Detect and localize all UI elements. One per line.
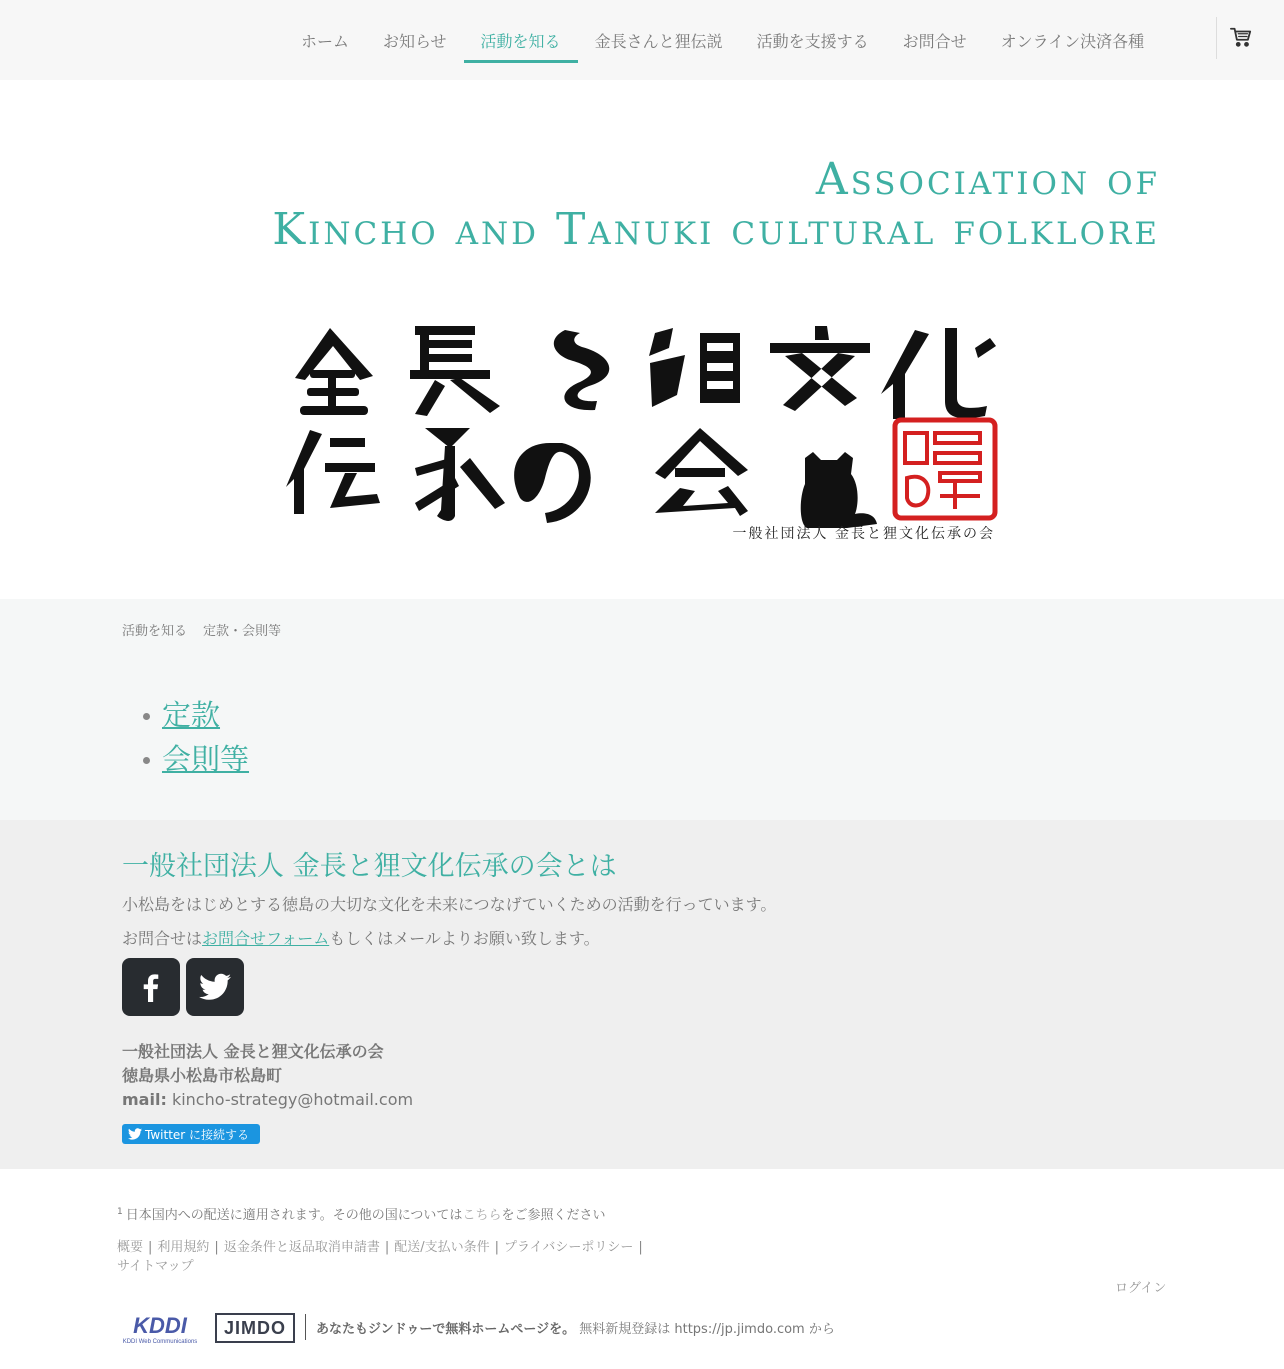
- mail-address[interactable]: kincho-strategy@hotmail.com: [171, 1090, 414, 1109]
- promo-bold: あなたもジンドゥーで無料ホームページを。: [316, 1322, 576, 1337]
- contact-form-link[interactable]: お問合せフォーム: [202, 929, 330, 948]
- nav-item-news[interactable]: お知らせ: [383, 31, 447, 51]
- nav-item-activities[interactable]: 活動を知る: [464, 0, 578, 80]
- kddi-logo-text: KDDI: [133, 1313, 187, 1338]
- facebook-button[interactable]: [122, 958, 180, 1016]
- contact-text-before: お問合せは: [122, 929, 203, 948]
- footer-link-privacy[interactable]: プライバシーポリシー: [504, 1240, 634, 1255]
- site-title-line1: Association of: [815, 154, 1160, 205]
- red-seal: [895, 420, 995, 518]
- nav-item-contact[interactable]: お問合せ: [902, 31, 967, 51]
- org-name: 一般社団法人 金長と狸文化伝承の会: [122, 1042, 384, 1061]
- twitter-connect-button[interactable]: [122, 1124, 260, 1144]
- mail-label: mail:: [122, 1090, 167, 1109]
- cart-icon[interactable]: [1230, 26, 1254, 50]
- facebook-icon: [138, 972, 164, 1002]
- calligraphy-row2: [286, 428, 748, 523]
- tanuki-silhouette: [801, 452, 877, 528]
- list-item: [140, 739, 249, 783]
- note-text: 日本国内への配送に適用されます。その他の国については: [125, 1208, 463, 1223]
- nav-menu: [284, 0, 1161, 80]
- footnote-marker: 1: [117, 1206, 123, 1217]
- note-text-after: をご参照ください: [501, 1208, 606, 1223]
- info-contact-text: [122, 926, 600, 949]
- breadcrumb-item[interactable]: 活動を知る: [122, 624, 188, 639]
- doc-link-bylaws[interactable]: 会則等: [162, 742, 250, 776]
- address-block: [122, 1040, 413, 1112]
- site-title-line2: Kincho and Tanuki cultural folklore: [272, 204, 1160, 255]
- breadcrumb: [122, 620, 281, 639]
- nav-item-payment[interactable]: オンライン決済各種: [1000, 31, 1145, 51]
- content-section: [0, 599, 1284, 820]
- twitter-icon: [128, 1128, 142, 1140]
- jimdo-logo[interactable]: JIMDO: [215, 1313, 295, 1343]
- document-list: [140, 695, 249, 783]
- info-description: 小松島をはじめとする徳島の大切な文化を未来につなげていくための活動を行っています。: [122, 895, 777, 914]
- twitter-connect-label: Twitter に接続する: [145, 1127, 250, 1142]
- nav-item-home[interactable]: ホーム: [301, 31, 350, 51]
- jimdo-promo[interactable]: [316, 1318, 835, 1337]
- promo-text: 無料新規登録は https://jp.jimdo.com から: [575, 1322, 835, 1337]
- doc-link-articles[interactable]: 定款: [162, 698, 221, 732]
- footer-link-refund[interactable]: 返金条件と返品取消申請書: [223, 1240, 380, 1255]
- twitter-button[interactable]: [186, 958, 244, 1016]
- footer-link-terms[interactable]: 利用規約: [157, 1240, 210, 1255]
- info-section: [0, 820, 1284, 1169]
- twitter-icon: [199, 973, 231, 1001]
- breadcrumb-item[interactable]: 定款・会則等: [203, 624, 282, 639]
- footer-link-sitemap[interactable]: サイトマップ: [117, 1259, 194, 1274]
- list-item: [140, 695, 249, 739]
- logo-caption: 一般社団法人 金長と狸文化伝承の会: [732, 526, 995, 542]
- kddi-logo-subtext: KDDI Web Communications: [122, 1339, 198, 1345]
- association-logo: [285, 318, 1000, 548]
- nav-item-legend[interactable]: 金長さんと狸伝説: [594, 31, 723, 51]
- contact-text-after: もしくはメールよりお願い致します。: [329, 929, 600, 948]
- footer-links: 概要 | 利用規約 | 返金条件と返品取消申請書 | 配送/支払い条件 | プライバシーポリシー | サイトマップ: [117, 1240, 643, 1274]
- org-address: 徳島県小松島市松島町: [122, 1066, 283, 1085]
- footer-link-about[interactable]: 概要: [117, 1240, 144, 1255]
- nav-item-support[interactable]: 活動を支援する: [756, 31, 869, 51]
- site-title[interactable]: [272, 155, 1160, 255]
- nav-divider: [1216, 17, 1217, 59]
- top-nav: [0, 0, 1284, 80]
- footer-divider: [305, 1314, 306, 1340]
- kddi-logo[interactable]: [117, 1311, 203, 1345]
- info-title: 一般社団法人 金長と狸文化伝承の会とは: [122, 851, 617, 882]
- footer-link-shipping[interactable]: 配送/支払い条件: [394, 1240, 490, 1255]
- shipping-note: [117, 1204, 605, 1223]
- login-link[interactable]: ログイン: [1115, 1281, 1167, 1296]
- calligraphy-row1: [295, 326, 996, 419]
- note-link[interactable]: こちら: [462, 1208, 502, 1223]
